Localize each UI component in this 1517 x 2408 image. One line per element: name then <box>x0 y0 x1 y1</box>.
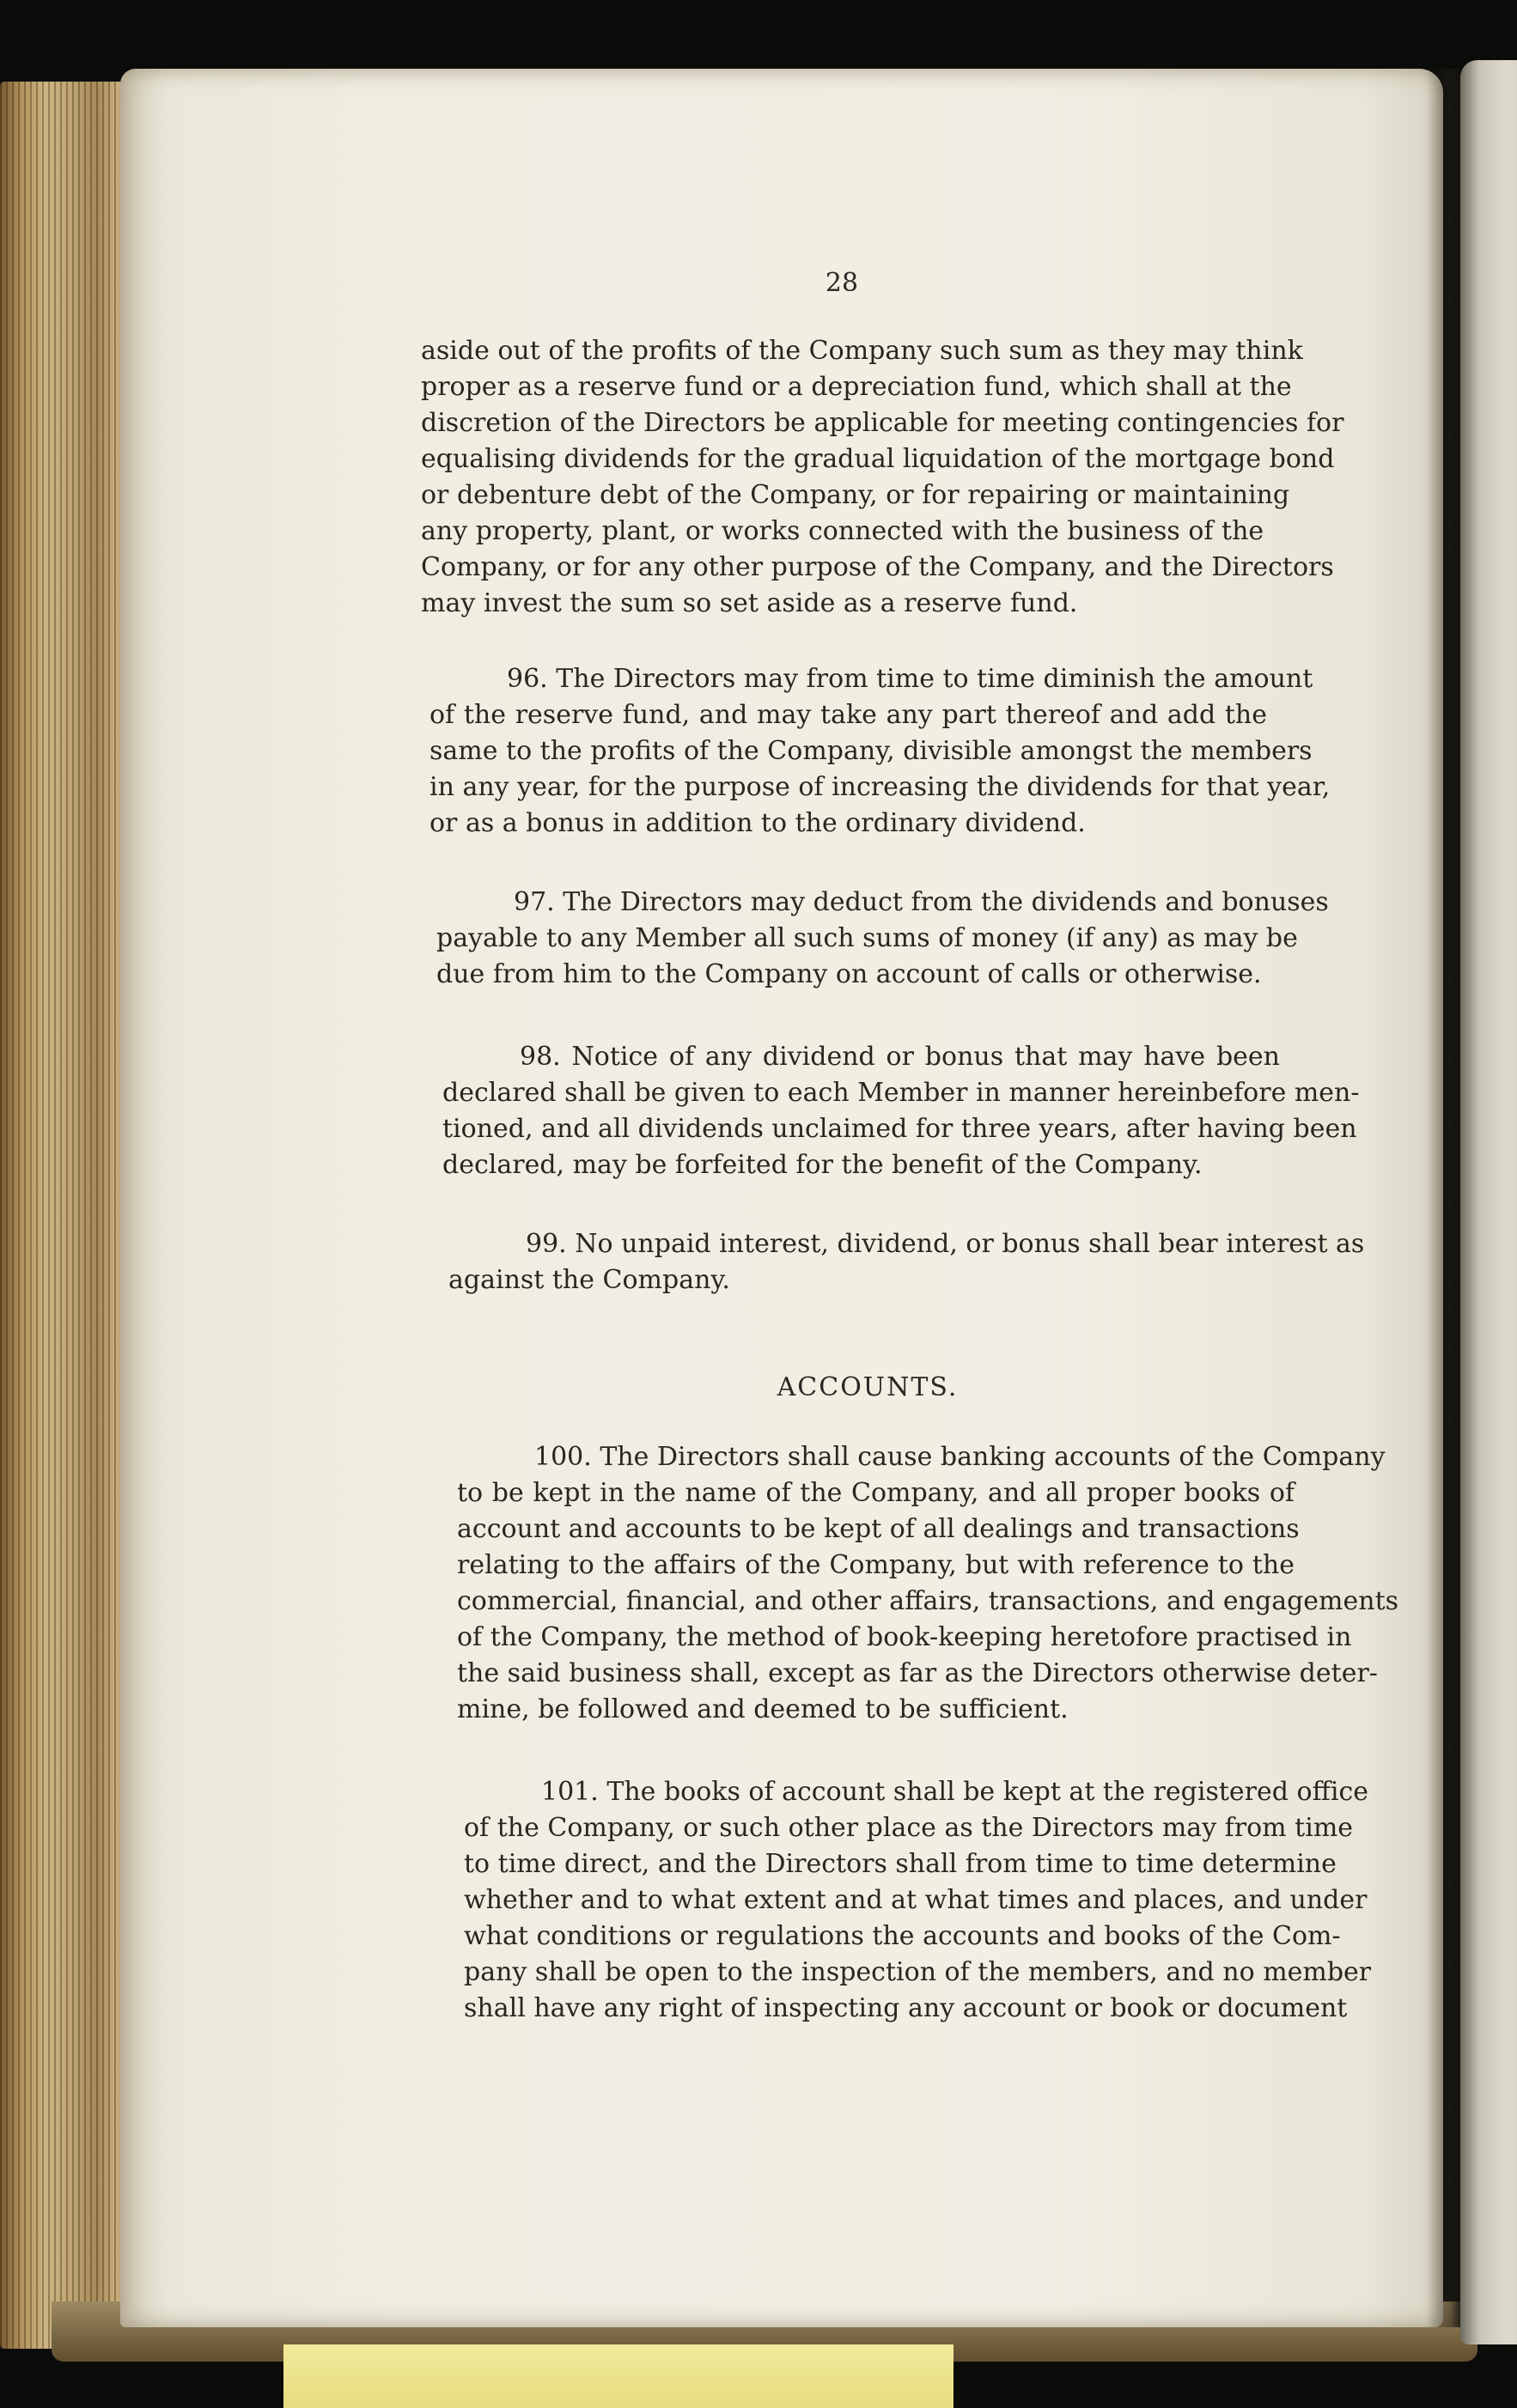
text-line: same to the profits of the Company, divisible amongst the members <box>430 736 1313 766</box>
text-line: proper as a reserve fund or a depreciation fund, which shall at the <box>421 372 1292 402</box>
text-line: account and accounts to be kept of all dealings and transactions <box>457 1514 1300 1544</box>
text-line: 97. The Directors may deduct from the dividends and bonuses <box>514 887 1329 917</box>
text-line: any property, plant, or works connected with the business of the <box>421 516 1264 546</box>
paragraph-96 <box>430 661 1331 842</box>
text-line: to time direct, and the Directors shall from time to time determine <box>464 1849 1337 1879</box>
text-line: what conditions or regulations the accounts and books of the Com- <box>464 1921 1341 1951</box>
text-line: of the reserve fund, and may take any part thereof and add the <box>430 700 1267 730</box>
text-line: of the Company, or such other place as the Directors may from time <box>464 1813 1354 1843</box>
sticky-note <box>283 2344 953 2408</box>
text-line: shall have any right of inspecting any account or book or document <box>464 1993 1348 2023</box>
paragraph-95-continued <box>421 333 1344 622</box>
paragraph-100 <box>457 1439 1399 1728</box>
text-line: 98. Notice of any dividend or bonus that may have been <box>520 1042 1280 1072</box>
text-line: relating to the affairs of the Company, but with reference to the <box>457 1550 1295 1580</box>
text-line: declared, may be forfeited for the benefit of the Company. <box>442 1150 1203 1180</box>
paragraph-99 <box>448 1226 1365 1298</box>
text-line: of the Company, the method of book-keeping heretofore practised in <box>457 1622 1352 1652</box>
text-line: declared shall be given to each Member in manner hereinbefore men- <box>442 1078 1360 1108</box>
text-line: 101. The books of account shall be kept at the registered office <box>541 1777 1369 1807</box>
text-line: the said business shall, except as far as the Directors otherwise deter- <box>457 1658 1378 1688</box>
text-line: Company, or for any other purpose of the Company, and the Directors <box>421 552 1334 582</box>
text-line: pany shall be open to the inspection of the members, and no member <box>464 1957 1372 1987</box>
paragraph-97 <box>436 885 1329 993</box>
text-line: in any year, for the purpose of increasing the dividends for that year, <box>430 772 1331 802</box>
text-line: mine, be followed and deemed to be sufficient. <box>457 1694 1069 1724</box>
text-line: tioned, and all dividends unclaimed for three years, after having been <box>442 1114 1357 1144</box>
text-line: due from him to the Company on account of calls or otherwise. <box>436 959 1262 989</box>
section-heading: ACCOUNTS. <box>777 1372 959 1402</box>
text-line: or as a bonus in addition to the ordinary dividend. <box>430 808 1086 838</box>
text-line: equalising dividends for the gradual liquidation of the mortgage bond <box>421 444 1335 474</box>
facing-page-edge <box>1460 60 1517 2344</box>
text-line: commercial, financial, and other affairs, transactions, and engagements <box>457 1586 1399 1616</box>
book-page-edges <box>0 82 129 2349</box>
text-line: 96. The Directors may from time to time diminish the amount <box>507 664 1313 694</box>
gutter-shadow <box>1426 69 1460 2327</box>
text-line: may invest the sum so set aside as a reserve fund. <box>421 588 1078 618</box>
text-line: or debenture debt of the Company, or for repairing or maintaining <box>421 480 1290 510</box>
text-line: against the Company. <box>448 1265 730 1295</box>
text-line: 99. No unpaid interest, dividend, or bonus shall bear interest as <box>526 1229 1365 1259</box>
text-line: discretion of the Directors be applicable for meeting contingencies for <box>421 408 1344 438</box>
page-number: 28 <box>825 268 859 298</box>
text-line: aside out of the profits of the Company such sum as they may think <box>421 336 1303 366</box>
text-line: payable to any Member all such sums of money (if any) as may be <box>436 923 1298 953</box>
text-line: whether and to what extent and at what times and places, and under <box>464 1885 1368 1915</box>
text-line: to be kept in the name of the Company, and all proper books of <box>457 1478 1295 1508</box>
text-line: 100. The Directors shall cause banking accounts of the Company <box>534 1442 1386 1472</box>
paragraph-98 <box>442 1039 1360 1183</box>
paragraph-101 <box>464 1774 1372 2027</box>
